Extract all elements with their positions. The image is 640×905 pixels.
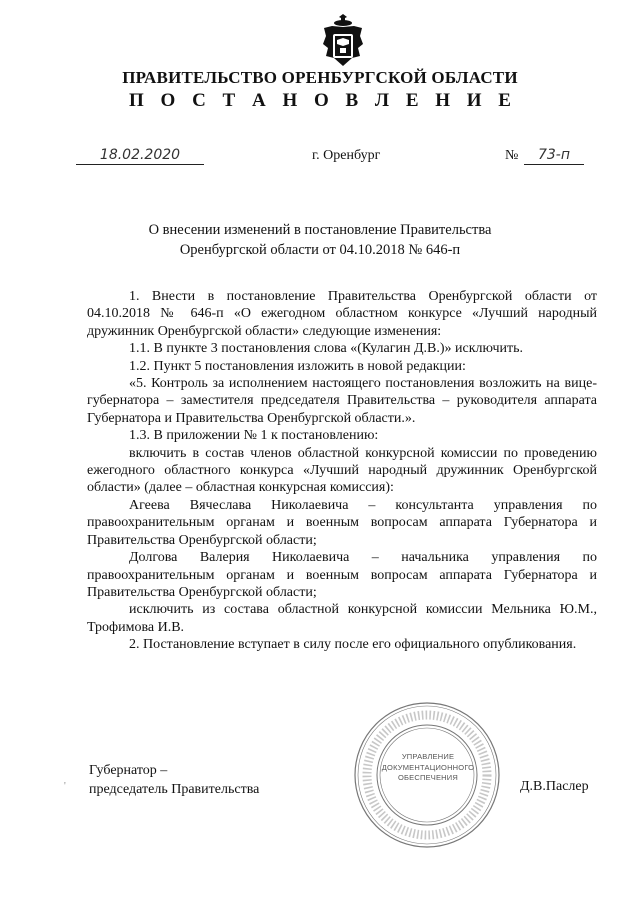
signer-position-line: председатель Правительства — [89, 782, 260, 797]
document-title — [0, 220, 640, 260]
body-paragraph: 1.1. В пункте 3 постановления слова «(Кулагин Д.В.)» исключить. — [129, 341, 523, 357]
document-body — [87, 288, 597, 654]
body-paragraph: «5. Контроль за исполнением настоящего постановления возложить на вице-губернатора – заместителя председателя Правительства – руководителя аппарата Губернатора и Правительства Оренбургской области.». — [87, 376, 597, 426]
body-paragraph: 1. Внести в постановление Правительства Оренбургской области от 04.10.2018 № 646-п «О ежегодном областном конкурсе «Лучший народный дружинник Оренбургской области» следующие изменения: — [87, 289, 597, 339]
document-city: г. Оренбург — [312, 148, 381, 163]
document-type: П О С Т А Н О В Л Е Н И Е — [129, 90, 517, 111]
stamp-line: УПРАВЛЕНИЕ — [401, 752, 455, 761]
body-paragraph: Долгова Валерия Николаевича – начальника управления по правоохранительным органам и военным вопросам аппарата Губернатора и Правительства Оренбургской области; — [87, 550, 597, 600]
document-date: 18.02.2020 — [76, 147, 204, 165]
margin-mark: ' — [64, 781, 66, 792]
coat-of-arms-icon — [322, 14, 364, 68]
title-line: Оренбургской области от 04.10.2018 № 646-п — [179, 242, 461, 258]
signer-position — [89, 761, 259, 799]
body-paragraph: Агеева Вячеслава Николаевича – консультанта управления по правоохранительным органам и военным вопросам аппарата Губернатора и Правительства Оренбургской области; — [87, 497, 597, 548]
body-paragraph: включить в состав членов областной конкурсной комиссии по проведению ежегодного областного конкурса «Лучший народный дружинник Оренбургской области» (далее – областная конкурсная комиссия): — [87, 445, 597, 496]
body-paragraph: исключить из состава областной конкурсной комиссии Мельника Ю.М., Трофимова И.В. — [87, 602, 597, 635]
organization-name: ПРАВИТЕЛЬСТВО ОРЕНБУРГСКОЙ ОБЛАСТИ — [122, 68, 518, 87]
stamp-line: ДОКУМЕНТАЦИОННОГО — [381, 762, 475, 772]
title-line: О внесении изменений в постановление Правительства — [148, 222, 492, 238]
stamp-line: ОБЕСПЕЧЕНИЯ — [398, 773, 458, 782]
body-paragraph: 1.2. Пункт 5 постановления изложить в новой редакции: — [129, 358, 466, 374]
number-label: № — [505, 148, 519, 163]
signer-position-line: Губернатор – — [89, 763, 168, 778]
body-paragraph: 2. Постановление вступает в силу после его официального опубликования. — [129, 637, 577, 653]
stamp-text — [380, 752, 476, 784]
body-paragraph: 1.3. В приложении № 1 к постановлению: — [129, 428, 379, 444]
signer-name: Д.В.Паслер — [520, 779, 589, 794]
document-number: 73-п — [524, 147, 584, 165]
